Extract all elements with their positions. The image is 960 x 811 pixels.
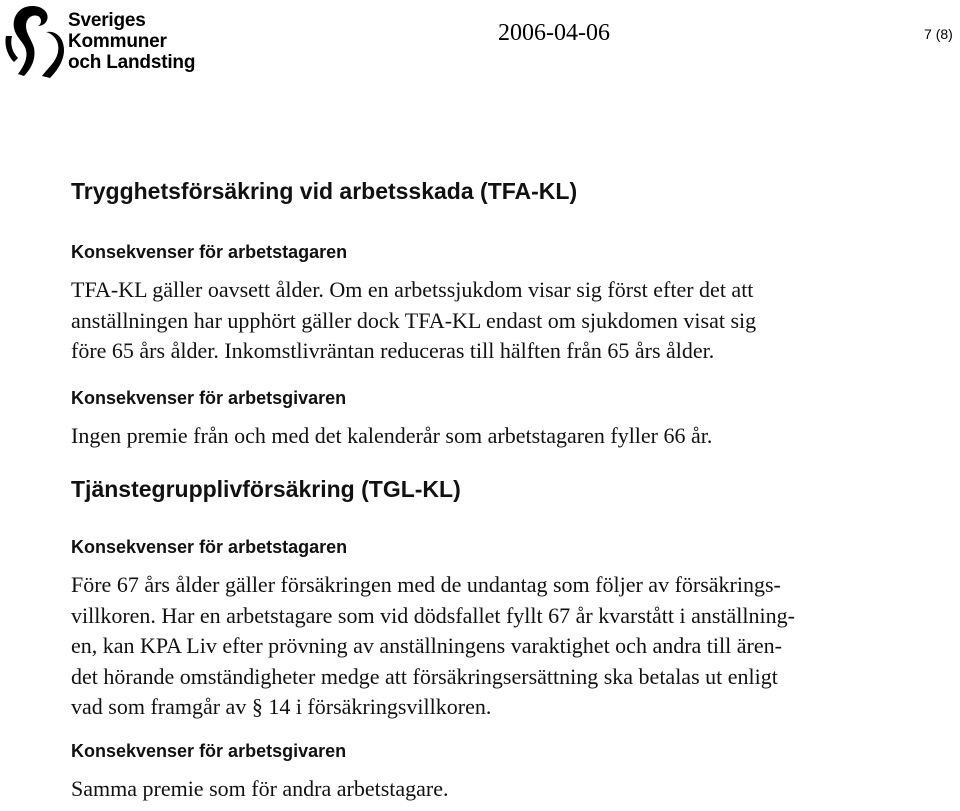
organization-logo [0,0,200,82]
document-date: 2006-04-06 [498,20,610,46]
logo-line-2: Kommuner [68,31,167,52]
page-number: 7 [924,26,932,42]
paragraph-tfa-employee [71,275,931,367]
text-line: Ingen premie från och med det kalenderår som arbetstagaren fyller 66 år. [71,423,713,448]
logo-line-3: och Landsting [68,52,196,73]
skl-emblem-icon [2,2,66,80]
text-line: TFA-KL gäller oavsett ålder. Om en arbetssjukdom visar sig först efter det att [71,277,754,302]
heading-employer-consequences: Konsekvenser för arbetsgivaren [71,388,347,408]
paragraph-tgl-employee [71,570,931,723]
section-title-tfa: Trygghetsförsäkring vid arbetsskada (TFA-KL) [71,178,578,204]
page-total: (8) [935,26,953,42]
page-indicator [924,26,953,42]
text-line: Före 67 års ålder gäller försäkringen med de undantag som följer av försäkrings- [71,572,781,597]
text-line: det hörande omständigheter medge att försäkringsersättning ska betalas ut enligt [71,663,778,689]
text-line: anställningen har upphört gäller dock TFA-KL endast om sjukdomen visat sig [71,307,757,333]
heading-employee-consequences: Konsekvenser för arbetstagaren [71,242,348,262]
text-line: vad som framgår av § 14 i försäkringsvillkoren. [71,694,492,719]
text-line: en, kan KPA Liv efter prövning av anställningens varaktighet och andra till ären- [71,633,782,658]
paragraph-tgl-employer [71,774,931,805]
paragraph-tfa-employer [71,421,931,452]
heading-employee-consequences: Konsekvenser för arbetstagaren [71,537,348,557]
heading-employer-consequences: Konsekvenser för arbetsgivaren [71,741,347,761]
logo-line-1: Sveriges [68,10,146,31]
text-line: villkoren. Har en arbetstagare som vid dödsfallet fyllt 67 år kvarstått i anställning- [71,602,795,628]
text-line: Samma premie som för andra arbetstagare. [71,776,449,801]
section-title-tgl: Tjänstegrupplivförsäkring (TGL-KL) [71,476,461,502]
text-line: före 65 års ålder. Inkomstlivräntan reduceras till hälften från 65 års ålder. [71,338,715,363]
